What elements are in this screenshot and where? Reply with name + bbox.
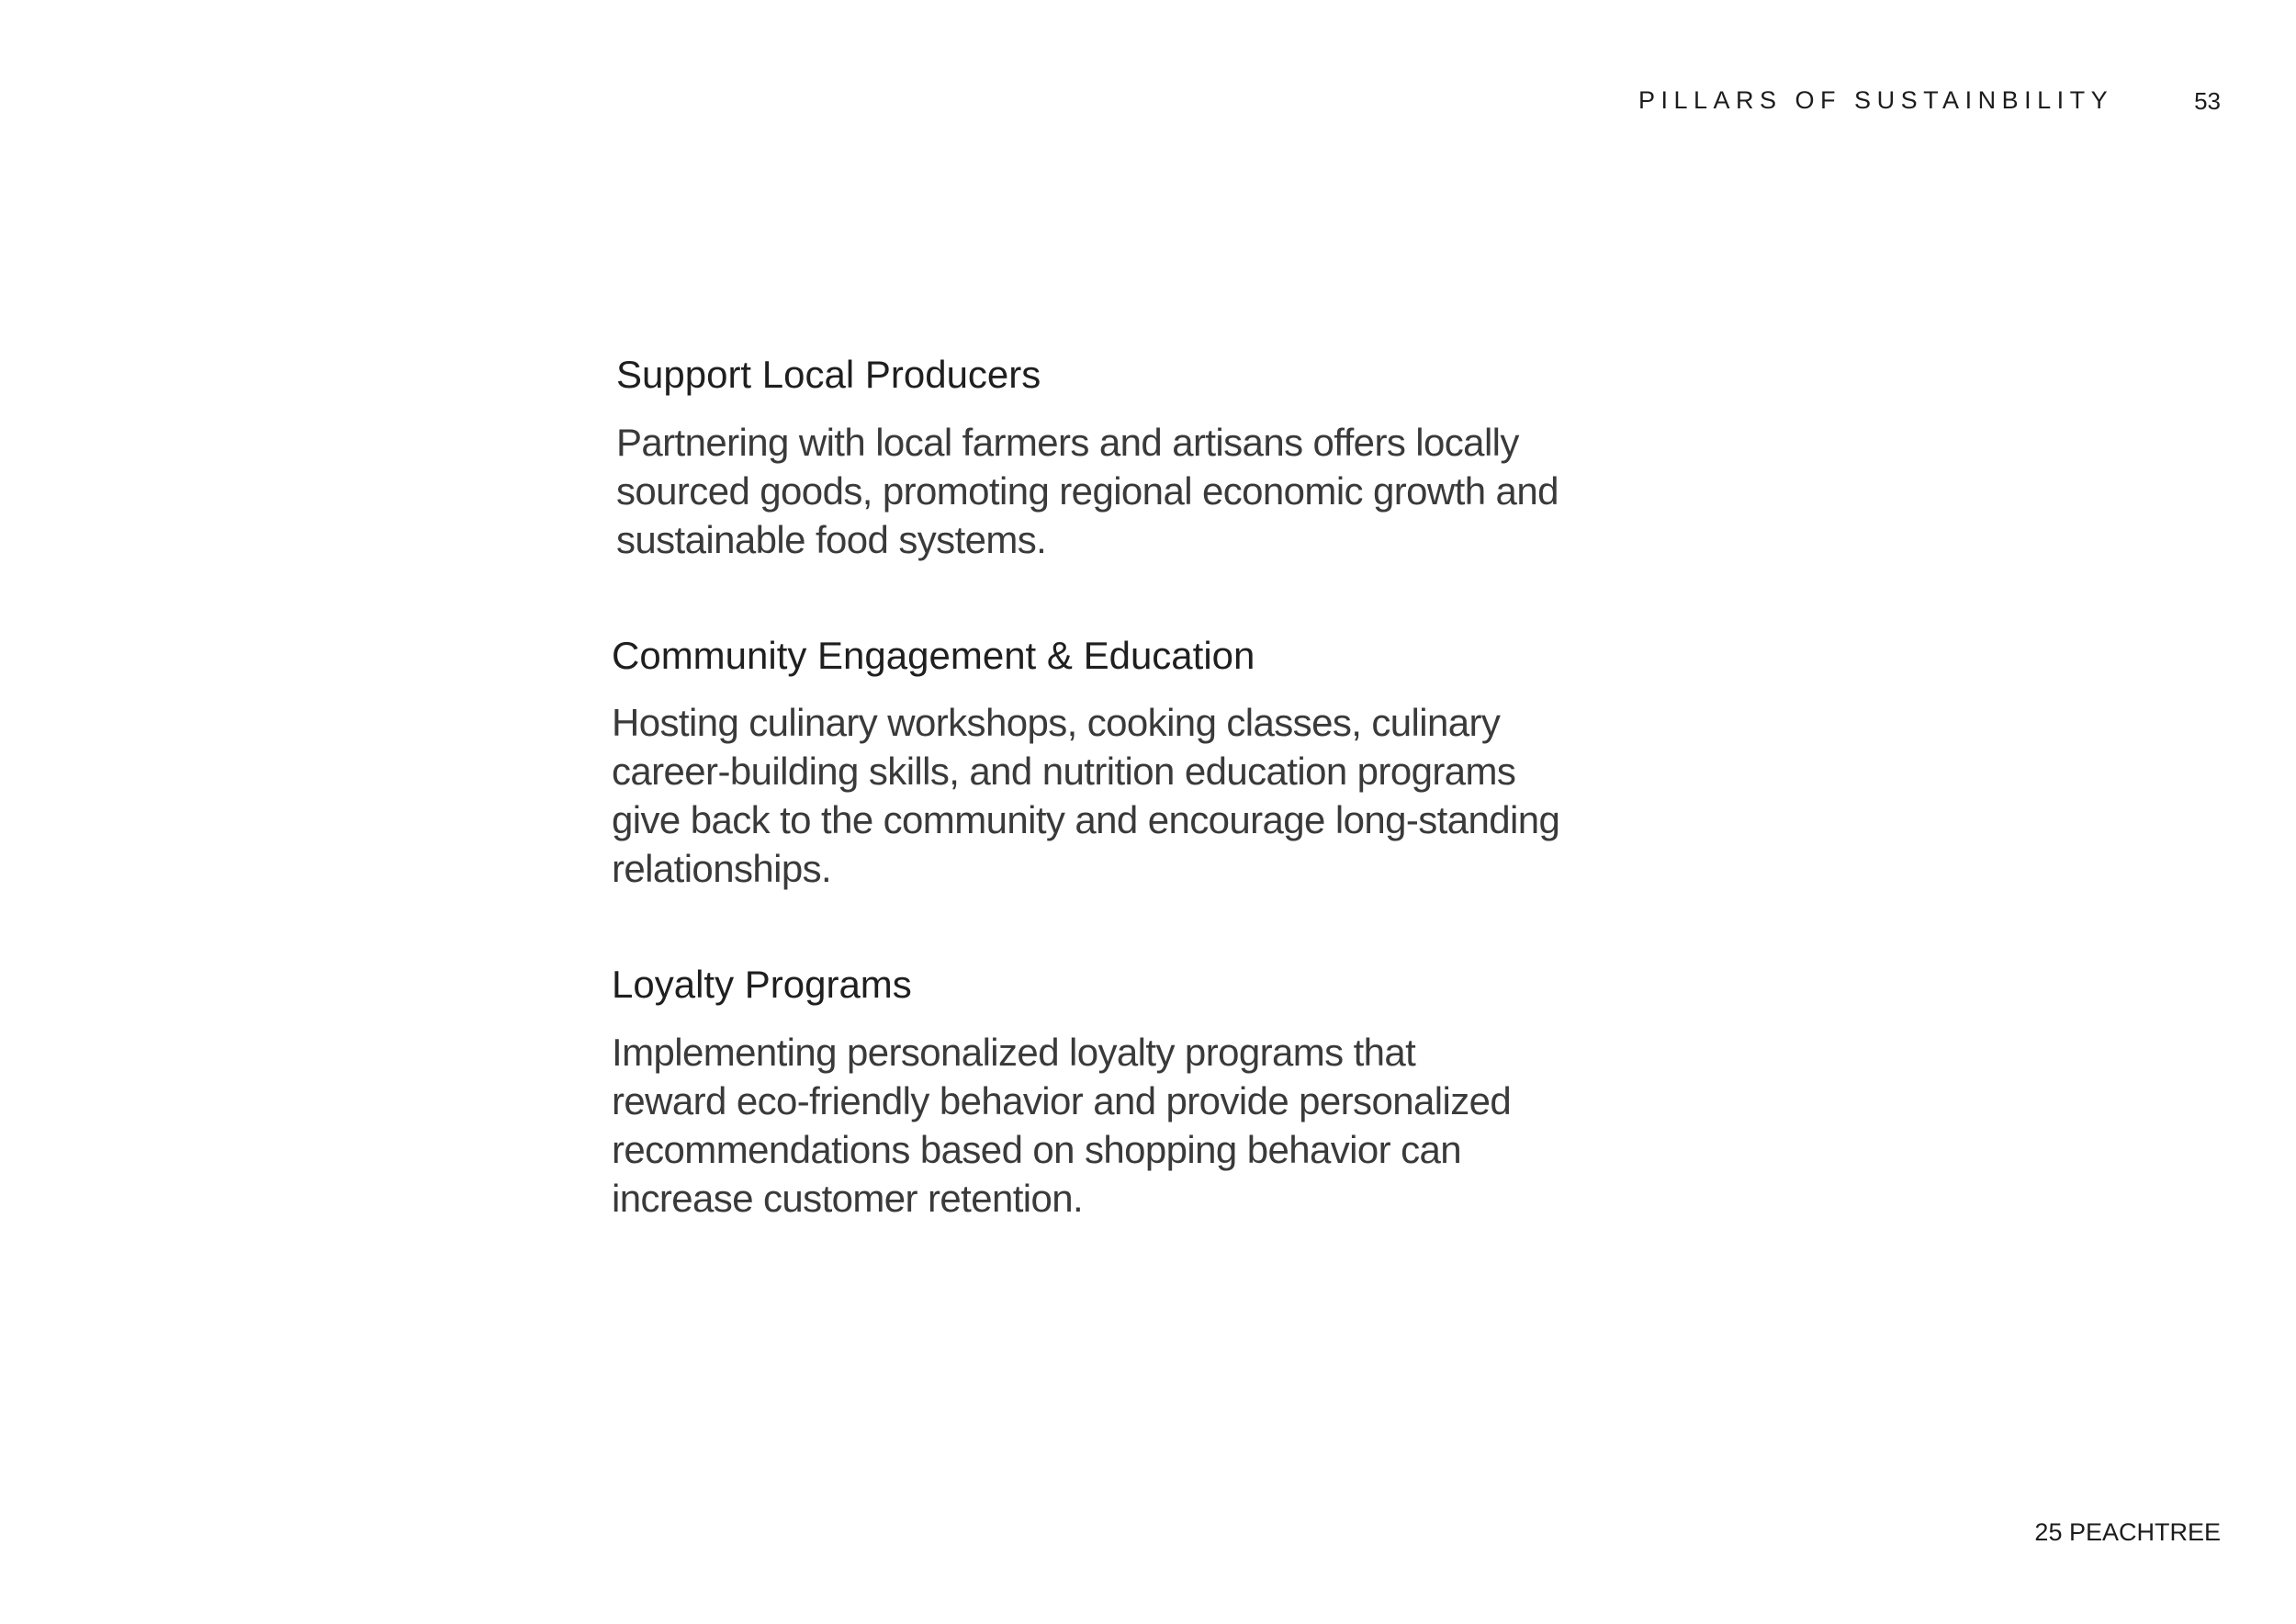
section-heading: Support Local Producers <box>616 353 1041 396</box>
section-support-local-producers <box>616 351 1604 564</box>
main-content <box>612 351 1604 1291</box>
section-community-engagement <box>612 632 1604 894</box>
page-number: 53 <box>2194 87 2221 115</box>
section-body: Implementing personalized loyalty programs that reward eco-friendly behavior and provide personalized recommendations based on shopping behavior can increase customer retention. <box>612 1030 1512 1220</box>
running-header-title: PILLARS OF SUSTAINBILITY <box>1638 86 2114 114</box>
section-body: Partnering with local farmers and artisans offers locally sourced goods, promoting regional economic growth and sustainable food systems. <box>616 420 1559 561</box>
section-heading: Loyalty Programs <box>612 963 912 1006</box>
section-loyalty-programs <box>612 961 1604 1223</box>
section-heading: Community Engagement & Education <box>612 633 1255 677</box>
footer-brand: 25 PEACHTREE <box>2034 1518 2221 1546</box>
section-body: Hosting culinary workshops, cooking classes, culinary career-building skills, and nutrition education programs give back to the community and encourage long-standing relationships. <box>612 701 1560 890</box>
